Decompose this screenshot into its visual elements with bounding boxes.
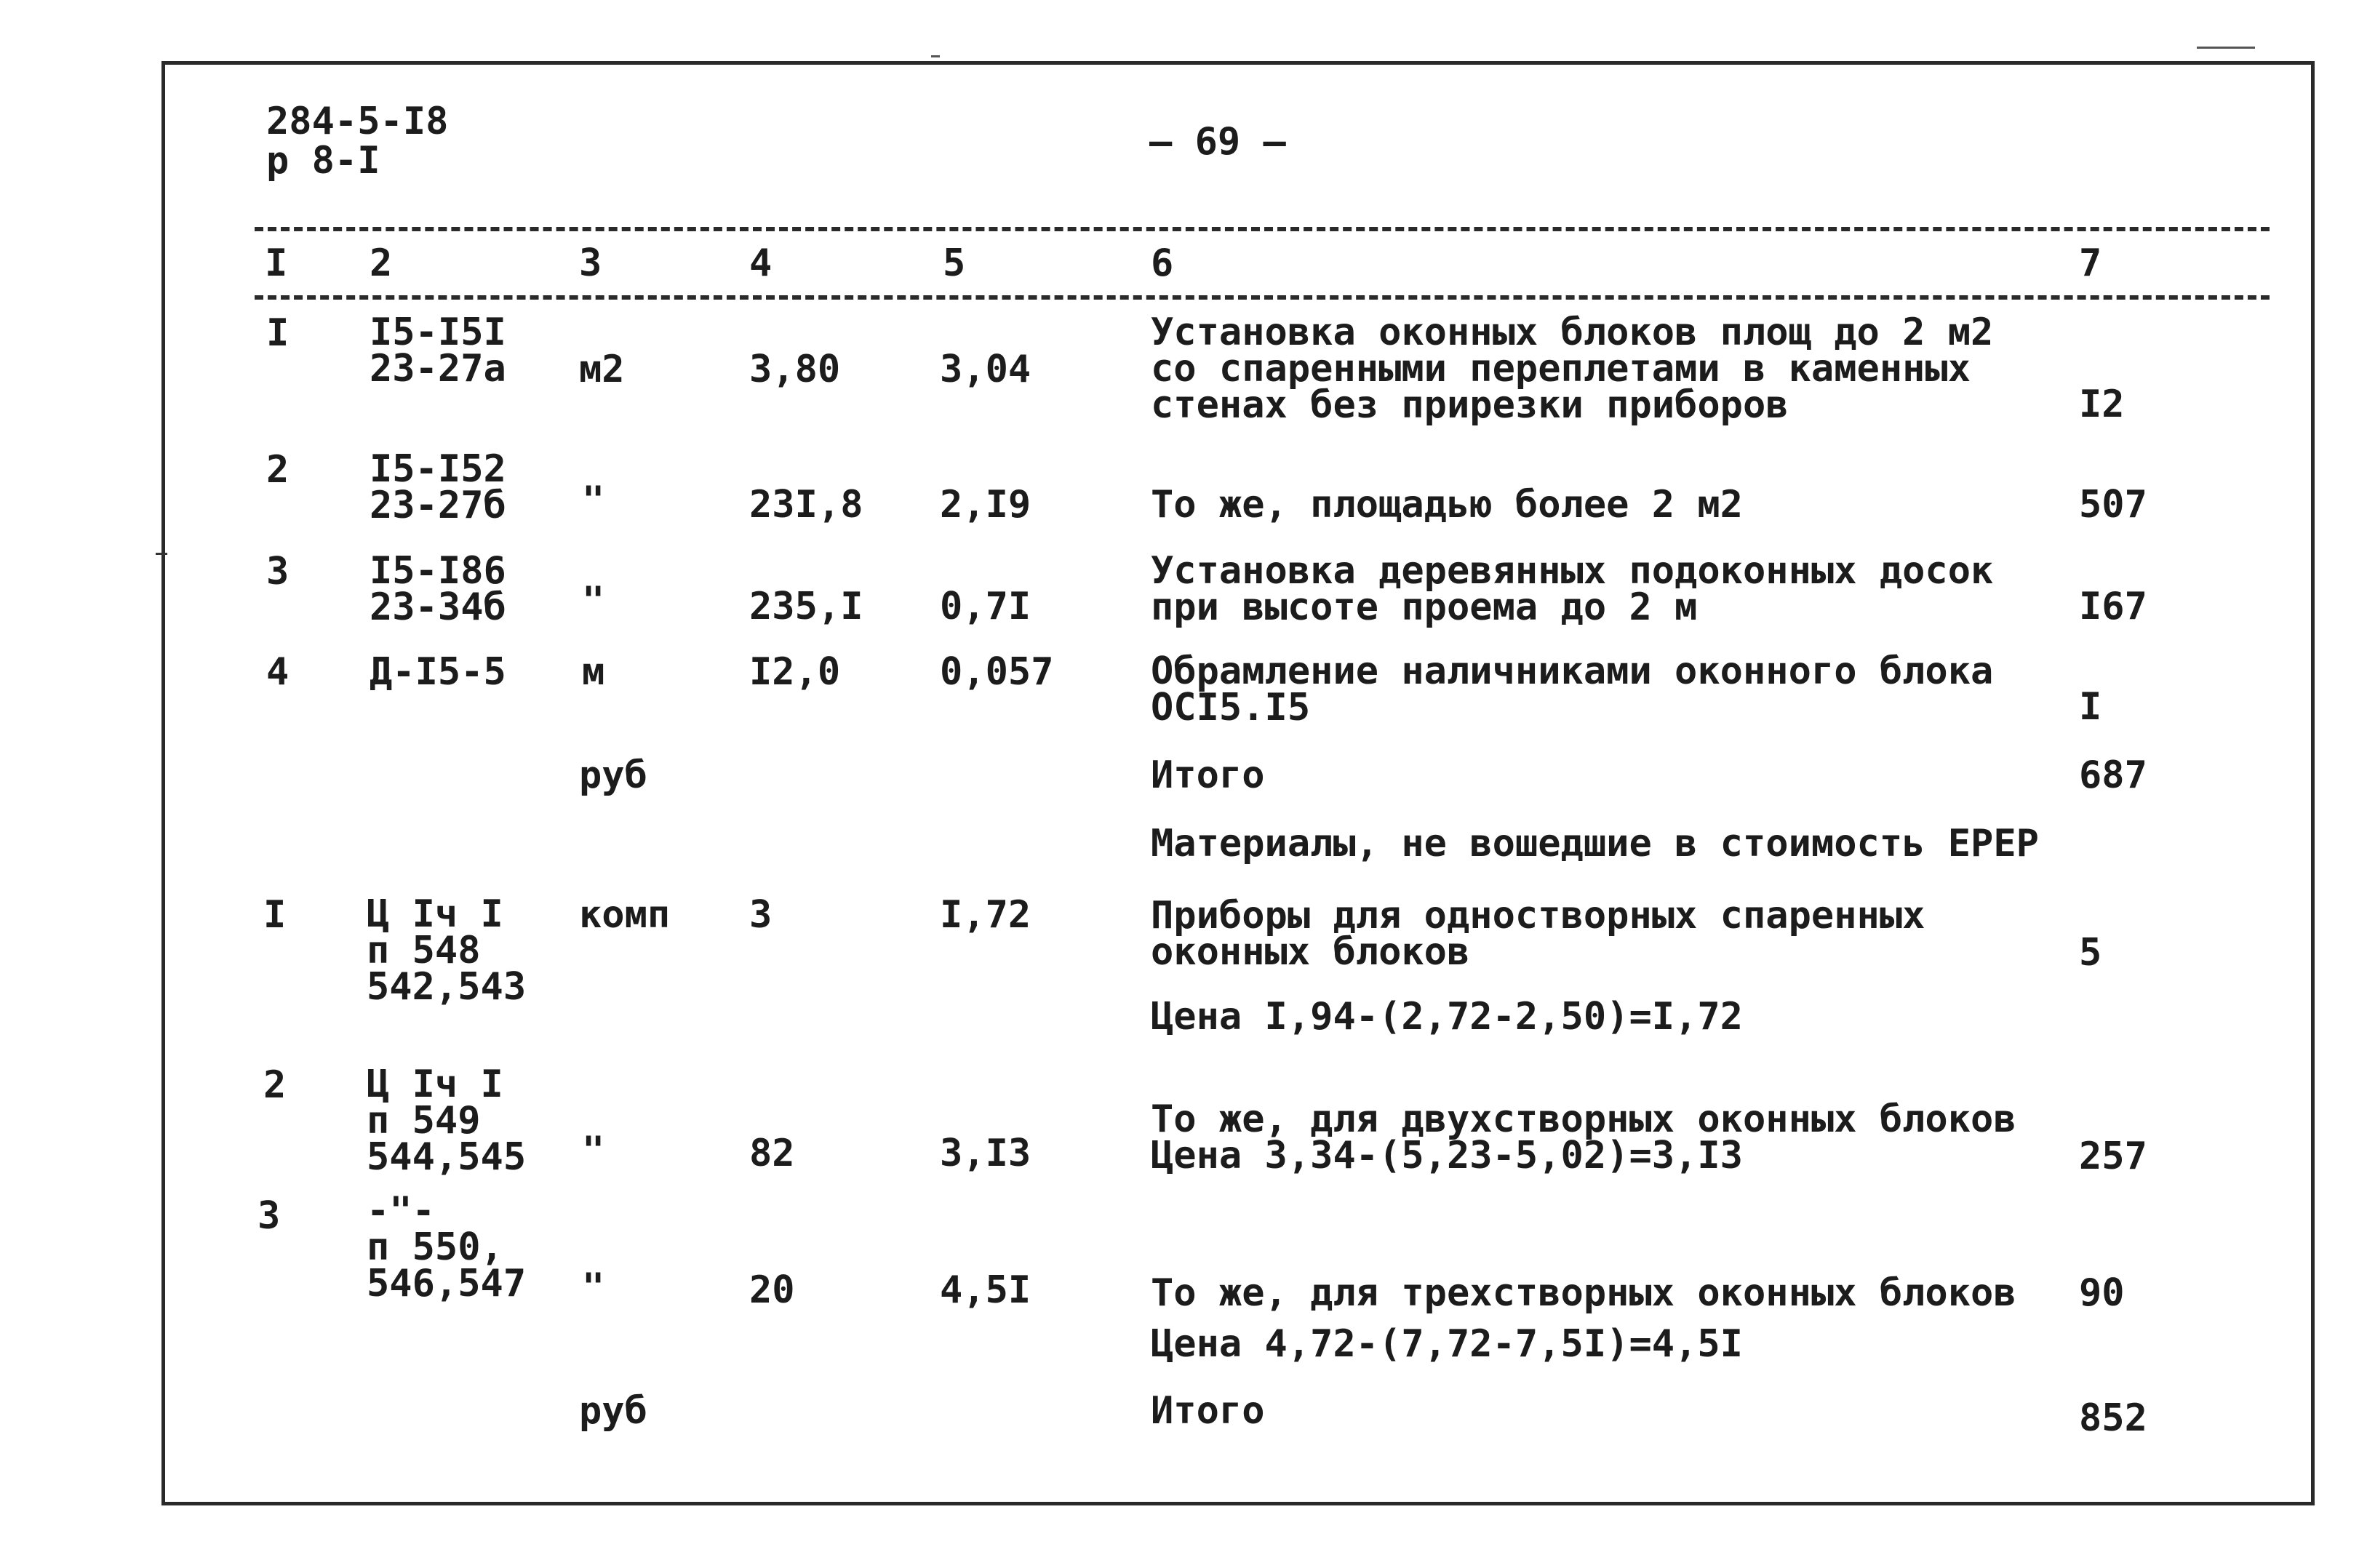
header-top-rule [255, 227, 2270, 231]
row-unit-price: 0,7I [940, 585, 1031, 628]
scan-mark [156, 553, 167, 555]
row-description-line: Установка оконных блоков площ до 2 м2 [1151, 311, 1994, 354]
row-description [1151, 549, 1994, 629]
row-code-line: 544,545 [367, 1135, 527, 1179]
row-description-line: Цена 3,34-(5,23-5,02)=3,I3 [1151, 1134, 1743, 1177]
row-code-line: Ц Iч I [367, 892, 503, 936]
row-code-line: 23-27б [370, 484, 506, 527]
row-code-line: 546,547 [367, 1262, 527, 1305]
row-code: Д-I5-5 [370, 650, 506, 694]
row-description-line: ОСI5.I5 [1151, 686, 1311, 729]
row-description-line: оконных блоков [1151, 930, 1470, 974]
row-code [367, 1189, 527, 1305]
row-code-line: п 548 [367, 929, 481, 972]
scan-mark [931, 55, 940, 57]
row-description: То же, для трехстворных оконных блоков [1151, 1271, 2016, 1315]
column-header: 4 [749, 241, 773, 285]
subtotal-unit: руб [579, 1389, 647, 1433]
row-code [367, 892, 527, 1009]
row-total: I [2079, 685, 2102, 729]
row-unit-price: I,72 [940, 893, 1031, 937]
row-number: 2 [266, 448, 290, 492]
subtotal-unit: руб [579, 753, 647, 797]
row-description-line: То же, для двухстворных оконных блоков [1151, 1097, 2016, 1141]
document-code-line1: 284-5-I8 [266, 100, 449, 143]
row-quantity: 23I,8 [749, 483, 863, 527]
row-code-line: Ц Iч I [367, 1063, 503, 1106]
subtotal-total: 687 [2079, 753, 2147, 797]
column-header: 2 [370, 241, 393, 285]
row-code [370, 311, 506, 391]
row-code [370, 549, 506, 629]
row-unit-price: 0,057 [940, 650, 1054, 694]
row-total: I67 [2079, 585, 2147, 628]
row-code-line: -"- [367, 1189, 435, 1233]
row-unit: " [582, 579, 605, 623]
subtotal-total: 852 [2079, 1396, 2147, 1440]
row-quantity: 82 [749, 1132, 795, 1175]
row-quantity: 20 [749, 1268, 795, 1312]
row-unit: " [582, 1129, 605, 1172]
row-total: 5 [2079, 931, 2102, 975]
row-description [1151, 894, 1925, 974]
row-total: 257 [2079, 1135, 2147, 1178]
row-code-line: 23-27а [370, 347, 506, 391]
row-description-line: со спаренными переплетами в каменных [1151, 347, 1971, 391]
row-unit-price: 2,I9 [940, 483, 1031, 527]
row-quantity: 3,80 [749, 348, 841, 391]
materials-heading: Материалы, не вошедшие в стоимость ЕРЕР [1151, 822, 2039, 865]
document-code [266, 100, 449, 183]
row-description-line: стенах без прирезки приборов [1151, 383, 1789, 427]
row-total: I2 [2079, 383, 2125, 426]
row-code [367, 1063, 527, 1179]
row-code [370, 447, 506, 527]
price-note: Цена 4,72-(7,72-7,5I)=4,5I [1151, 1322, 1743, 1366]
subtotal-label: Итого [1151, 1389, 1265, 1433]
row-code-line: I5-I5I [370, 311, 506, 354]
row-description: То же, площадью более 2 м2 [1151, 483, 1743, 527]
column-header: 3 [579, 241, 602, 285]
row-total: 90 [2079, 1271, 2125, 1315]
row-quantity: 3 [749, 893, 773, 937]
row-number: 2 [263, 1063, 287, 1107]
row-code-line: I5-I52 [370, 447, 506, 491]
page-number: — 69 — [1149, 120, 1286, 164]
price-note: Цена I,94-(2,72-2,50)=I,72 [1151, 995, 1743, 1039]
row-unit: комп [579, 893, 671, 937]
row-total: 507 [2079, 483, 2147, 527]
row-number: 3 [266, 550, 290, 593]
column-header: 6 [1151, 241, 1174, 285]
column-header: 5 [943, 241, 966, 285]
row-code-line: п 549 [367, 1099, 481, 1143]
column-header: I [265, 241, 288, 285]
row-code-line: п 550, [367, 1225, 503, 1269]
scan-mark [2197, 47, 2255, 49]
row-code-line: 542,543 [367, 965, 527, 1009]
row-number: I [266, 311, 290, 355]
row-unit-price: 3,04 [940, 348, 1031, 391]
document-code-line2: р 8-I [266, 139, 380, 183]
row-unit: " [582, 479, 605, 522]
row-number: 3 [258, 1194, 281, 1238]
row-number: 4 [266, 650, 290, 694]
row-unit-price: 4,5I [940, 1268, 1031, 1312]
row-code-line: I5-I86 [370, 549, 506, 593]
row-description-line: при высоте проема до 2 м [1151, 585, 1698, 629]
row-description [1151, 311, 1994, 427]
row-description [1151, 1097, 2016, 1177]
row-description [1151, 649, 1994, 729]
row-number: I [263, 893, 287, 937]
row-description-line: Обрамление наличниками оконного блока [1151, 649, 1994, 693]
column-header: 7 [2079, 241, 2102, 285]
subtotal-label: Итого [1151, 753, 1265, 797]
row-description-line: Приборы для одностворных спаренных [1151, 894, 1925, 937]
row-quantity: 235,I [749, 585, 863, 628]
row-unit: м [582, 650, 605, 694]
header-bottom-rule [255, 295, 2270, 300]
row-unit: " [582, 1265, 605, 1309]
row-unit: м2 [579, 348, 625, 391]
row-unit-price: 3,I3 [940, 1132, 1031, 1175]
row-quantity: I2,0 [749, 650, 841, 694]
row-description-line: Установка деревянных подоконных досок [1151, 549, 1994, 593]
row-code-line: 23-34б [370, 585, 506, 629]
